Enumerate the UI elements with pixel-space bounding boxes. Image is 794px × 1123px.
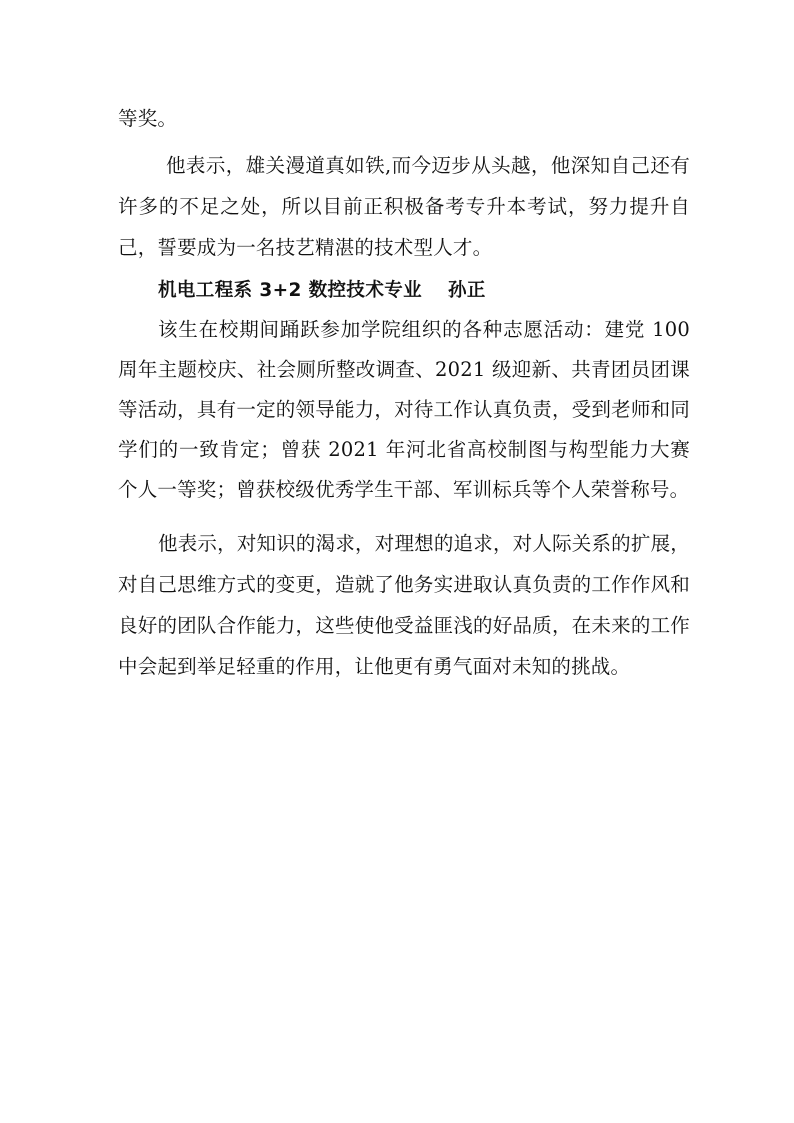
document-body (118, 98, 690, 687)
paragraph-2: 该生在校期间踊跃参加学院组织的各种志愿活动：建党 100 周年主题校庆、社会厕所整改调查、2021 级迎新、共青团员团课等活动，具有一定的领导能力，对待工作认真负责，受到老师和同学们的一致肯定；曾获 2021 年河北省高校制图与构型能力大赛个人一等奖；曾获校级优秀学生干部、军训标兵等个人荣誉称号。 (118, 318, 690, 501)
heading-student-name: 孙正 (448, 280, 486, 301)
section-heading (118, 274, 690, 308)
continuation-text: 等奖。 (118, 107, 178, 130)
paragraph-3: 他表示，对知识的渴求，对理想的追求，对人际关系的扩展，对自己思维方式的变更，造就了他务实进取认真负责的工作作风和良好的团队合作能力，这些使他受益匪浅的好品质，在未来的工作中会起到举足轻重的作用，让他更有勇气面对未知的挑战。 (118, 532, 690, 678)
heading-major: 机电工程系 3+2 数控技术专业 (158, 280, 423, 301)
paragraph-1: 他表示，雄关漫道真如铁,而今迈步从头越，他深知自己还有许多的不足之处，所以目前正积极备考专升本考试，努力提升自己，誓要成为一名技艺精湛的技术型人才。 (118, 154, 690, 259)
